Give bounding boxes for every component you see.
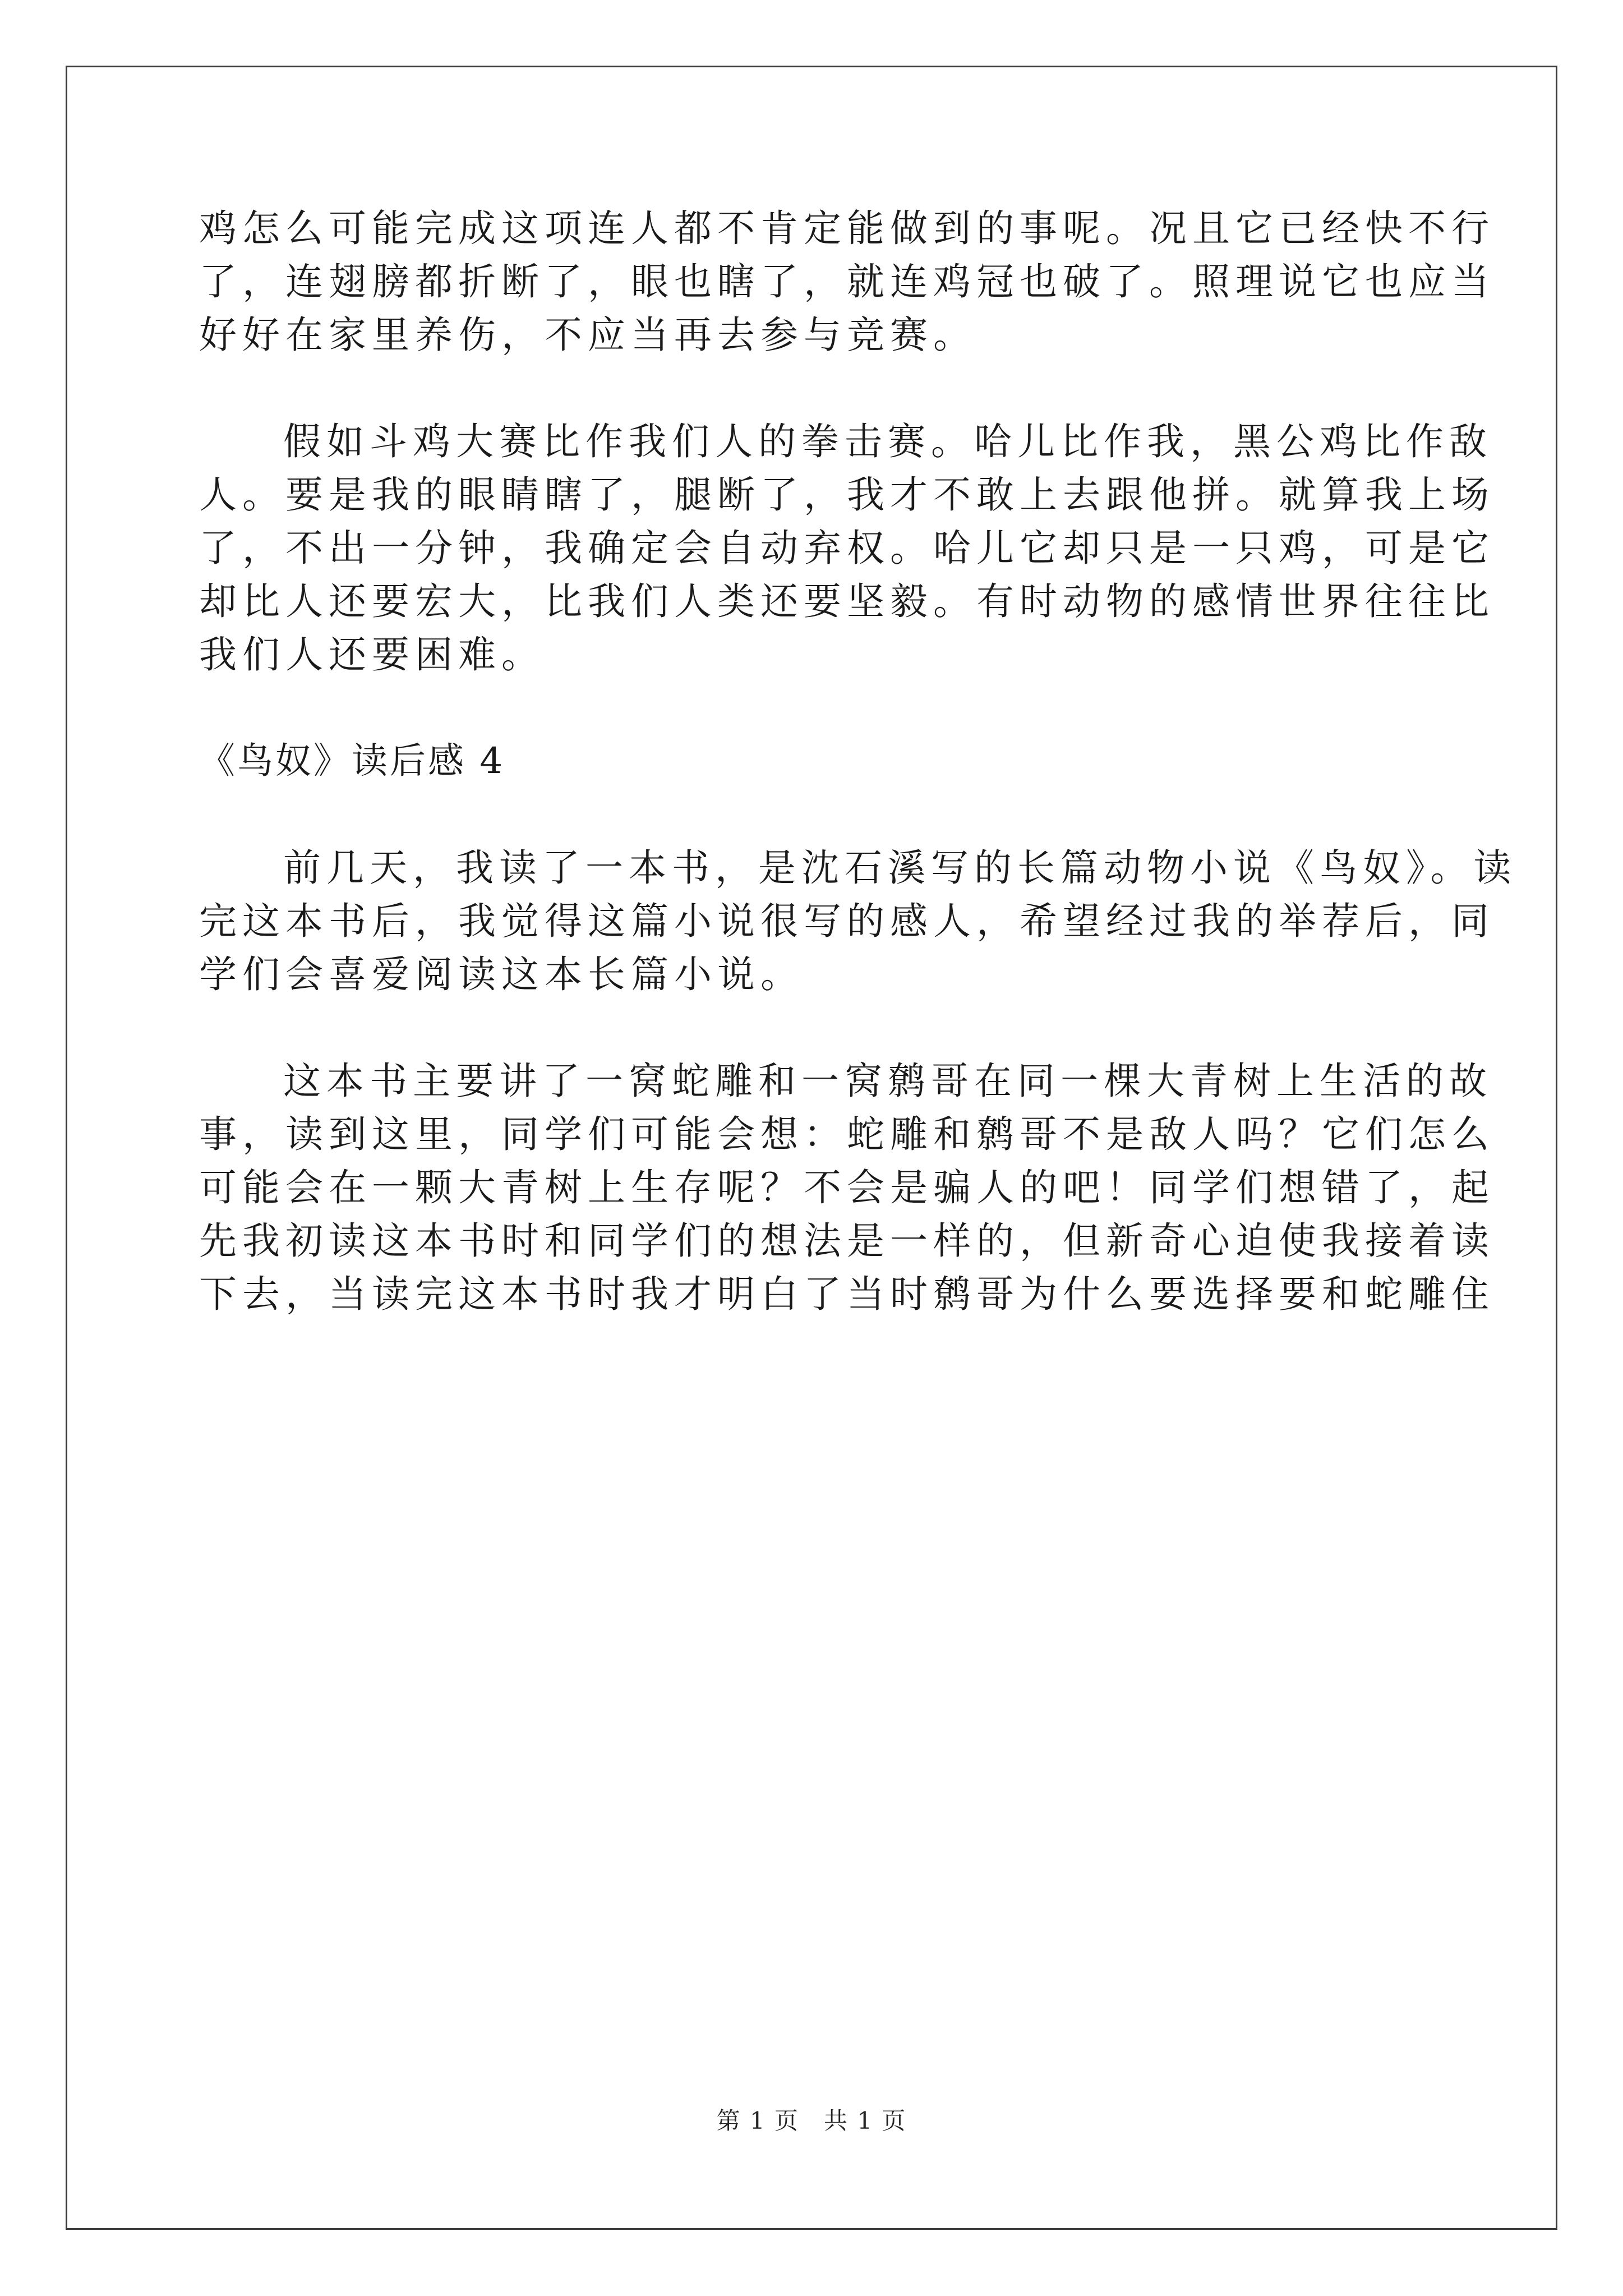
text-line: 假如斗鸡大赛比作我们人的拳击赛。哈儿比作我，黑公鸡比作敌 [283,420,1492,463]
text-line: 却比人还要宏大，比我们人类还要坚毅。有时动物的感情世界往往比 [199,579,1495,623]
text-line: 我们人还要困难。 [199,633,545,677]
text-line: 人。要是我的眼睛瞎了，腿断了，我才不敢上去跟他拼。就算我上场 [199,473,1495,517]
paragraph [199,202,1495,362]
text-line: 这本书主要讲了一窝蛇雕和一窝鹩哥在同一棵大青树上生活的故 [283,1059,1492,1103]
text-line: 完这本书后，我觉得这篇小说很写的感人，希望经过我的举荐后，同 [199,899,1495,943]
text-line: 下去，当读完这本书时我才明白了当时鹩哥为什么要选择要和蛇雕住 [199,1272,1495,1316]
paragraph [199,1055,1495,1321]
text-line: 鸡怎么可能完成这项连人都不肯定能做到的事呢。况且它已经快不行 [199,206,1495,250]
text-line: 前几天，我读了一本书，是沈石溪写的长篇动物小说《鸟奴》。读 [283,846,1517,890]
text-line: 可能会在一颗大青树上生存呢？不会是骗人的吧！同学们想错了，起 [199,1166,1495,1209]
page-footer: 第 1 页 共 1 页 [716,2107,907,2134]
paragraph [199,415,1495,682]
section-heading: 《鸟奴》读后感 4 [199,740,505,782]
document-body [199,202,1517,1321]
text-line: 学们会喜爱阅读这本长篇小说。 [199,953,804,996]
text-line: 先我初读这本书时和同学们的想法是一样的，但新奇心迫使我接着读 [199,1219,1495,1263]
section-heading-block [199,735,1438,788]
paragraph [199,841,1517,1001]
text-line: 了，不出一分钟，我确定会自动弃权。哈儿它却只是一只鸡，可是它 [199,526,1495,570]
text-line: 好好在家里养伤，不应当再去参与竞赛。 [199,313,976,357]
text-line: 了，连翅膀都折断了，眼也瞎了，就连鸡冠也破了。照理说它也应当 [199,260,1495,303]
text-line: 事，读到这里，同学们可能会想：蛇雕和鹩哥不是敌人吗？它们怎么 [199,1112,1495,1156]
